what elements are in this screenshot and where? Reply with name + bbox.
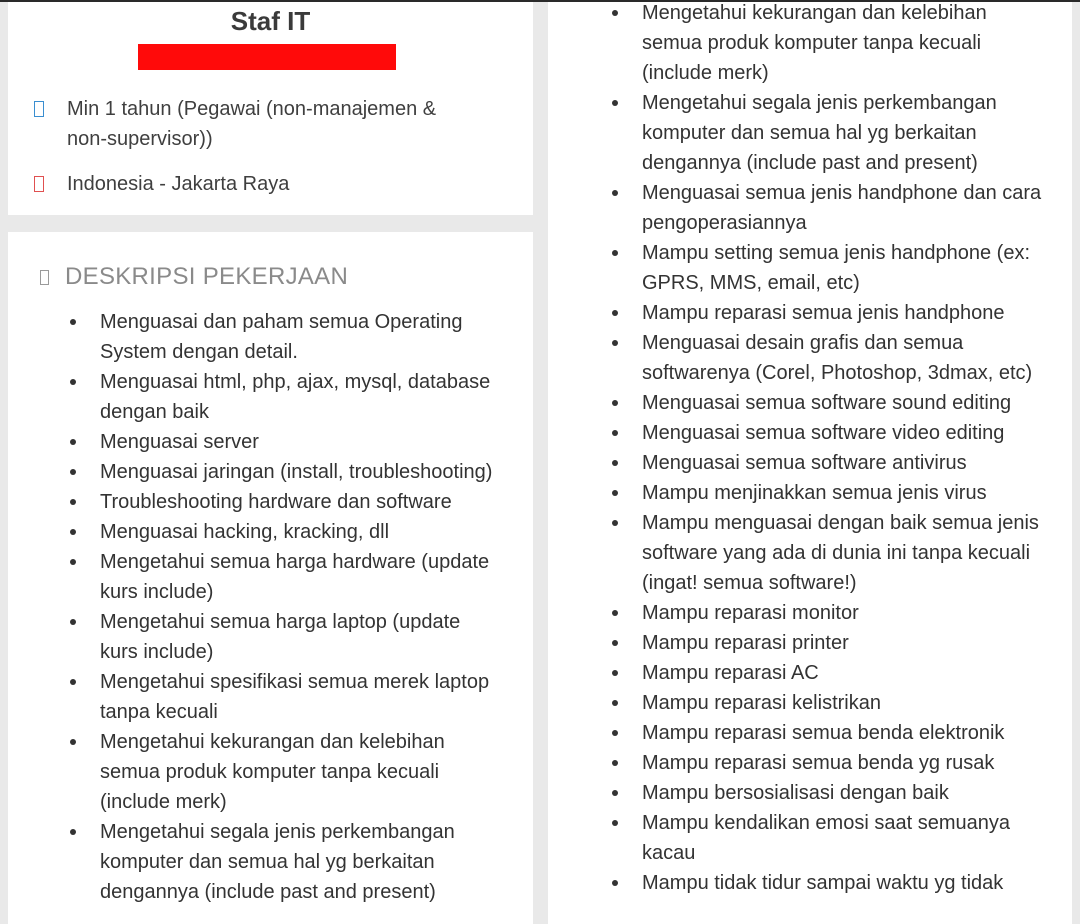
description-list-right — [612, 0, 1042, 898]
location-text: Indonesia - Jakarta Raya — [67, 173, 290, 195]
redacted-company-name — [138, 44, 396, 70]
section-header — [40, 262, 348, 292]
list-item: Menguasai desain grafis dan semua softwarenya (Corel, Photoshop, 3dmax, etc) — [612, 328, 1042, 388]
list-item: Mampu reparasi printer — [612, 628, 1042, 658]
list-item: Mengetahui segala jenis perkembangan komputer dan semua hal yg berkaitan dengannya (include past and present) — [70, 817, 500, 907]
briefcase-icon — [40, 270, 49, 285]
list-item: Mengetahui spesifikasi semua merek laptop tanpa kecuali — [70, 667, 500, 727]
experience-text: Min 1 tahun (Pegawai (non-manajemen & non-supervisor)) — [67, 98, 437, 150]
list-item: Mengetahui kekurangan dan kelebihan semua produk komputer tanpa kecuali (include merk) — [612, 0, 1042, 88]
description-list-left — [70, 307, 500, 907]
list-item: Mampu bersosialisasi dengan baik — [612, 778, 1042, 808]
experience-icon — [34, 101, 44, 117]
location-info — [34, 169, 457, 199]
list-item: Mampu menguasai dengan baik semua jenis software yang ada di dunia ini tanpa kecuali (ingat! semua software!) — [612, 508, 1042, 598]
list-item: Menguasai semua software sound editing — [612, 388, 1042, 418]
job-title: Staf IT — [230, 6, 311, 36]
list-item: Menguasai server — [70, 427, 500, 457]
list-item: Mampu reparasi AC — [612, 658, 1042, 688]
list-item: Mengetahui semua harga laptop (update kurs include) — [70, 607, 500, 667]
list-item: Menguasai html, php, ajax, mysql, database dengan baik — [70, 367, 500, 427]
list-item: Menguasai semua software antivirus — [612, 448, 1042, 478]
list-item: Mampu menjinakkan semua jenis virus — [612, 478, 1042, 508]
list-item: Menguasai jaringan (install, troubleshooting) — [70, 457, 500, 487]
list-item: Menguasai semua jenis handphone dan cara pengoperasiannya — [612, 178, 1042, 238]
experience-info — [34, 94, 457, 154]
list-item: Mampu reparasi kelistrikan — [612, 688, 1042, 718]
list-item: Mampu reparasi semua jenis handphone — [612, 298, 1042, 328]
section-title: DESKRIPSI PEKERJAAN — [65, 263, 349, 290]
list-item: Menguasai semua software video editing — [612, 418, 1042, 448]
location-pin-icon — [34, 176, 44, 192]
list-item: Mampu setting semua jenis handphone (ex: GPRS, MMS, email, etc) — [612, 238, 1042, 298]
list-item: Menguasai dan paham semua Operating System dengan detail. — [70, 307, 500, 367]
list-item: Mengetahui kekurangan dan kelebihan semua produk komputer tanpa kecuali (include merk) — [70, 727, 500, 817]
list-item: Menguasai hacking, kracking, dll — [70, 517, 500, 547]
list-item: Troubleshooting hardware dan software — [70, 487, 500, 517]
list-item: Mengetahui segala jenis perkembangan komputer dan semua hal yg berkaitan dengannya (include past and present) — [612, 88, 1042, 178]
list-item: Mampu kendalikan emosi saat semuanya kacau — [612, 808, 1042, 868]
list-item: Mengetahui semua harga hardware (update kurs include) — [70, 547, 500, 607]
list-item: Mampu tidak tidur sampai waktu yg tidak — [612, 868, 1042, 898]
list-item: Mampu reparasi semua benda yg rusak — [612, 748, 1042, 778]
list-item: Mampu reparasi semua benda elektronik — [612, 718, 1042, 748]
list-item: Mampu reparasi monitor — [612, 598, 1042, 628]
